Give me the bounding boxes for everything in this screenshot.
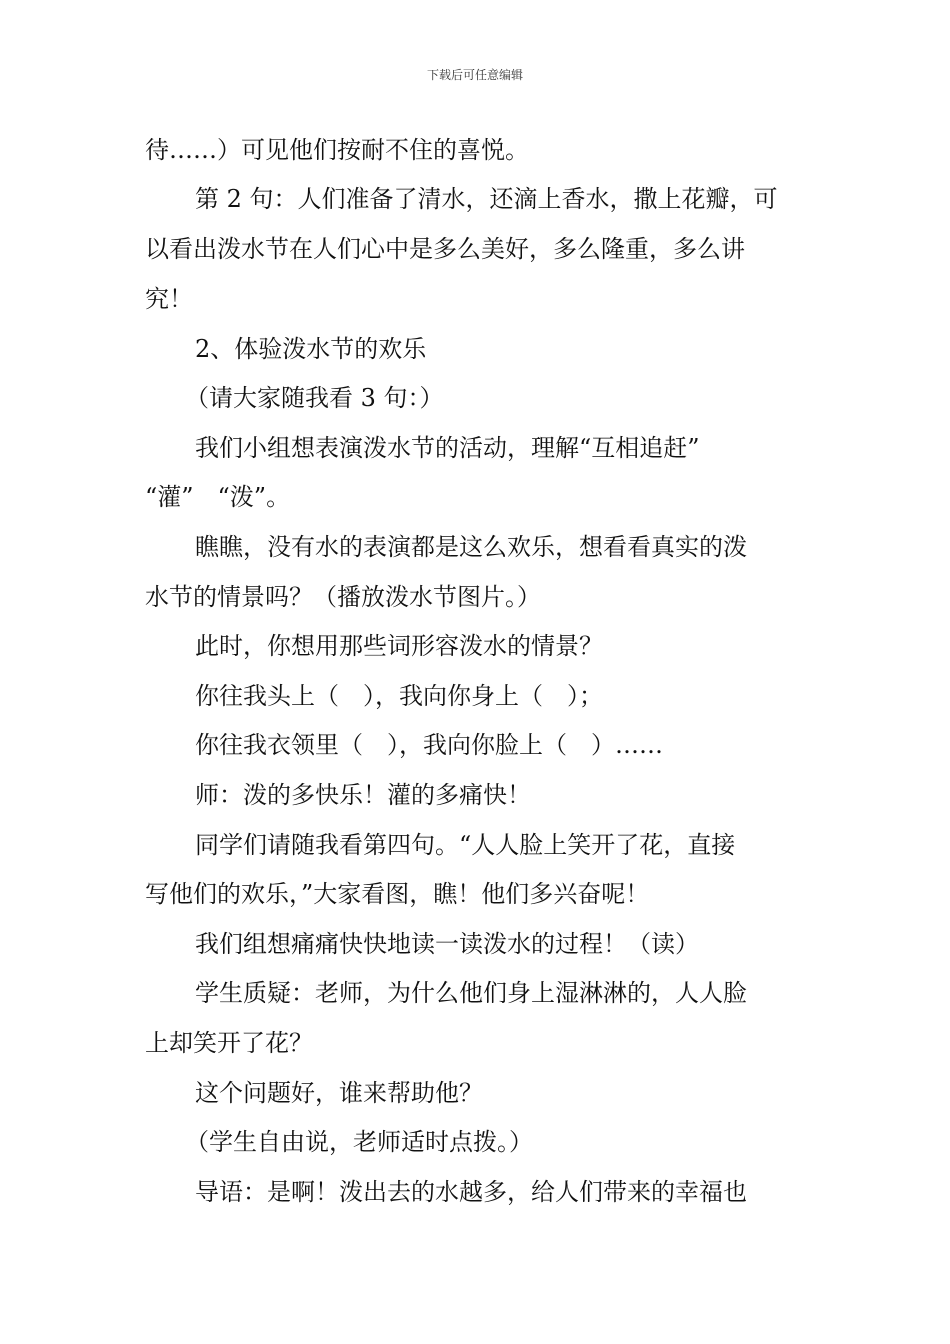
text-line: 上却笑开了花？ [145, 1029, 313, 1057]
text-line: 导语：是啊！泼出去的水越多，给人们带来的幸福也 [195, 1178, 747, 1206]
text-line: 学生质疑：老师，为什么他们身上湿淋淋的，人人脸 [195, 979, 747, 1007]
text-line: （学生自由说，老师适时点拨。） [185, 1128, 533, 1156]
text-line: 水节的情景吗？（播放泼水节图片。） [145, 583, 541, 611]
text-line: 我们小组想表演泼水节的活动，理解“互相追赶” [195, 434, 700, 462]
text-line: 同学们请随我看第四句。“人人脸上笑开了花，直接 [195, 831, 736, 859]
text-line: （请大家随我看 3 句：） [185, 384, 444, 412]
text-line: 此时，你想用那些词形容泼水的情景？ [195, 632, 603, 660]
text-line: 你往我头上（ ），我向你身上（ ）； [195, 682, 603, 710]
text-line: 写他们的欢乐，”大家看图，瞧！他们多兴奋呢！ [145, 880, 650, 908]
text-line: “灌” “泼”。 [145, 483, 291, 511]
text-line: 第 2 句：人们准备了清水，还滴上香水，撒上花瓣，可 [195, 185, 778, 213]
text-line: 待……）可见他们按耐不住的喜悦。 [145, 136, 529, 164]
text-line: 瞧瞧，没有水的表演都是这么欢乐，想看看真实的泼 [195, 533, 747, 561]
text-line: 究！ [145, 285, 193, 313]
text-line: 师：泼的多快乐！灌的多痛快！ [195, 781, 531, 809]
page-header: 下载后可任意编辑 [426, 68, 523, 82]
text-line: 我们组想痛痛快快地读一读泼水的过程！（读） [195, 930, 699, 958]
text-line: 以看出泼水节在人们心中是多么美好，多么隆重，多么讲 [145, 235, 745, 263]
section-heading: 2、体验泼水节的欢乐 [195, 335, 427, 363]
text-line: 你往我衣领里（ ），我向你脸上（ ）…… [195, 731, 663, 759]
text-line: 这个问题好，谁来帮助他？ [195, 1079, 483, 1107]
